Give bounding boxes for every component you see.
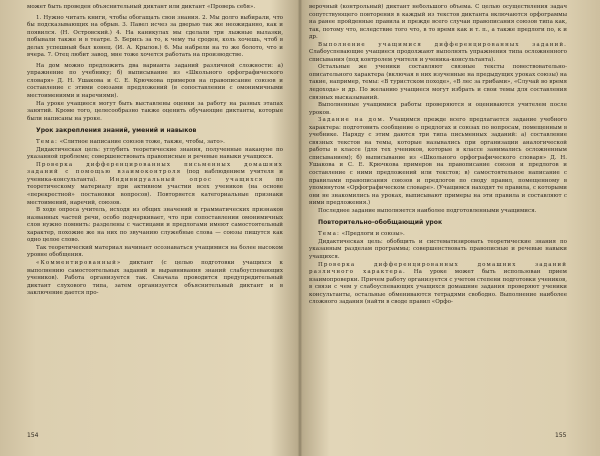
right-paragraph-3: Выполненные учащимися работы проверяются и оцениваются учителем после уроков. <box>309 102 567 116</box>
right-home-paragraph <box>309 117 567 208</box>
left-komm-rest: диктант (с целью подготовки учащихся к выполнению самостоятельных заданий и выравнивания знаний слабоуспевающих учеников). Работа организуется так. Сначала проводится предупредительный диктант слухового типа, затем организуется объяснительный диктант и в заключение дается про- <box>27 259 283 297</box>
left-goal-paragraph: Дидактическая цель: углубить теоретические знания, полученные накануне по указанной проблеме; совершенствовать правописные и речевые навыки учащихся. <box>27 146 283 161</box>
left-theme-label: Тема: <box>36 139 58 146</box>
right-section-heading: Повторительно-обобщающий урок <box>318 219 443 227</box>
left-paragraph-2: На уроке учащиеся могут быть выставлены оценки за работу на разных этапах занятий. Кроме того, целесообразно также оценить обучающие диктанты, которые были написаны на уроке. <box>27 100 283 122</box>
left-indiv-spaced: Индивидуальный опрос учащихся <box>109 176 264 183</box>
right-paragraph-2: Остальные же ученики составляют связные тексты повествовательно-описательного характера (включая в них изученные на предыдущих уроках союзы) на такие, например, темы: «В туристском походе», «В лес за грибами», «Случай во время ледохода» и др. По желанию учащиеся могут избрать и свои темы для составления связных высказываний. <box>309 64 567 101</box>
right-home-rest: Учащимся прежде всего предлагается задание учебного характера: подготовить сообщение о предлогах и союзах по вопросам, помещенным в учебнике. Наряду с этим даются три типа письменных заданий: а) составление связных текстов на темы, которые назывались при организации аналогической работы в классе (для тех учеников, которые в классе занимались осложненным списыванием); б) выписывание из «Школьного орфографического словаря» Д. Н. Ушакова и С. Е. Крючкова примеров на правописание союзов и предлогов и составление с ними предложений или текстов; в) самостоятельное написание с правилами правописания союзов и предлогов по своду правил, помещенному в упомянутом «Орфографическом словаре». (Учащимся находят те правила, с которыми они не знакомились на уроках, выписывают примеры на эти правила и составляют с ними предложения.) <box>309 117 567 207</box>
right-vyp-paragraph <box>309 42 567 65</box>
right-theme-label: Тема: <box>318 231 340 238</box>
right-check-paragraph <box>309 262 567 307</box>
left-diff-paragraph <box>27 162 283 207</box>
left-paragraph-1: На дом можно предложить два варианта заданий различной сложности: а) упражнение по учебнику; б) выписывание из «Школьного орфографического словаря» Д. Н. Ушакова и С. Е. Крючкова примеров на правописание союзов и составление с этими союзами предложений (в сопоставлении с омонимичными местоимениями и наречиями). <box>27 62 283 100</box>
right-home-spaced: Задание на дом. <box>318 117 386 124</box>
left-diff-spaced: Проверка дифференцированных письменных домашних заданий с помощью взаимоконтроля <box>27 161 283 176</box>
right-theme-text: «Предлоги и союзы». <box>341 231 405 238</box>
left-komm-spaced: «Комментированный» <box>36 259 122 266</box>
left-page <box>27 4 283 450</box>
right-page-number: 155 <box>555 432 567 439</box>
left-exercise-paragraph: 1. Нужно читать книги, чтобы обогащать свои знания. 2. Мы долго выбирали, что бы подсказывающих на обрыв. 3. Павел исчез за дверью так же неожиданно, как и появился. (Н. Островский.) 4. На каникулах мы сделали три лыжные вылазки, побывали также и в театре. 5. Берись за то, к чему ты сроден, коль хочешь, чтоб в делах успешный был конец. (И. А. Крылов.) 6. Мы набрели на то же болото, что и вчера. 7. Отец любит завод, мне тоже хочется работать на производстве. <box>27 14 283 59</box>
right-check-spaced: Проверка дифференцированных домашних заданий различного характера. <box>309 261 567 276</box>
left-theme-line <box>27 139 283 147</box>
left-theme-text: «Слитное написание союзов тоже, также, чтобы, зато». <box>59 139 225 146</box>
right-paragraph-4: Последнее задание выполняется наиболее подготовленными учащимися. <box>318 207 537 214</box>
left-diff-rest: (под наблюдением учителя и ученика-консультанта). <box>27 169 283 183</box>
right-check-rest: На уроке может быть использован прием взаимопроверки. Причем работу организуется с учетом степени подготовки учеников, в связи с чем у слабоуспевающих учащихся домашние задания проверяют ученики консультанты, остальные обмениваются тетрадями свободно. Выполнение наиболее сложного задания (найти в своде правил «Орфо- <box>309 269 567 306</box>
left-section-heading: Урок закрепления знаний, умений и навыков <box>36 127 197 135</box>
right-goal-paragraph: Дидактическая цель: обобщить и систематизировать теоретические знания по указанным разделам программы; совершенствовать правописные и речевые навыки учащихся. <box>309 238 567 260</box>
right-vyp-spaced: Выполнение учащимися дифференцированных заданий. <box>318 41 567 48</box>
left-intro-paragraph: может быть проведен объяснительный диктант или диктант «Проверь себя». <box>27 4 256 10</box>
right-page <box>309 4 567 450</box>
left-paragraph-3: В ходе опроса учитель, исходя из общих значений и грамматических признаков названных частей речи, особо подчеркивает, что при сопоставлении омонимичных слов нужно помнить: разделены с частицами и предлогами имеют самостоятельный характер, похожие же на них по звучанию служебные слова — союзы пишутся как одно целое слово. <box>27 207 283 244</box>
left-page-number: 154 <box>27 432 39 439</box>
left-indiv-rest: по теоретическому материалу при активном участии всех учеников (на основе «перекрестной» постановки вопросов). Повторяется категориальные признаки местоимений, наречий, союзов. <box>27 176 283 206</box>
left-komm-paragraph <box>27 260 283 298</box>
right-paragraph-1: верочный (контрольный) диктант небольшого объема. С целью осуществления задач сопутствующего повторения в каждый из текстов диктанта включаются орфограммы на ранее пройденные правила и прежде всего случаи правописания союзов типа как, так, потому что, вследствие того что, в то время как и т. п., а также предлоги по, к и др. <box>309 4 567 41</box>
right-vyp-rest: Слабоуспевающие учащиеся продолжают выполнять упражнения типа осложненного списывания (под контролем учителя и ученика-консультанта). <box>309 49 567 63</box>
right-theme-line <box>309 231 567 239</box>
left-paragraph-4: Так теоретический материал начинает осознаваться учащимися на более высоком уровне обобщения. <box>27 244 283 259</box>
